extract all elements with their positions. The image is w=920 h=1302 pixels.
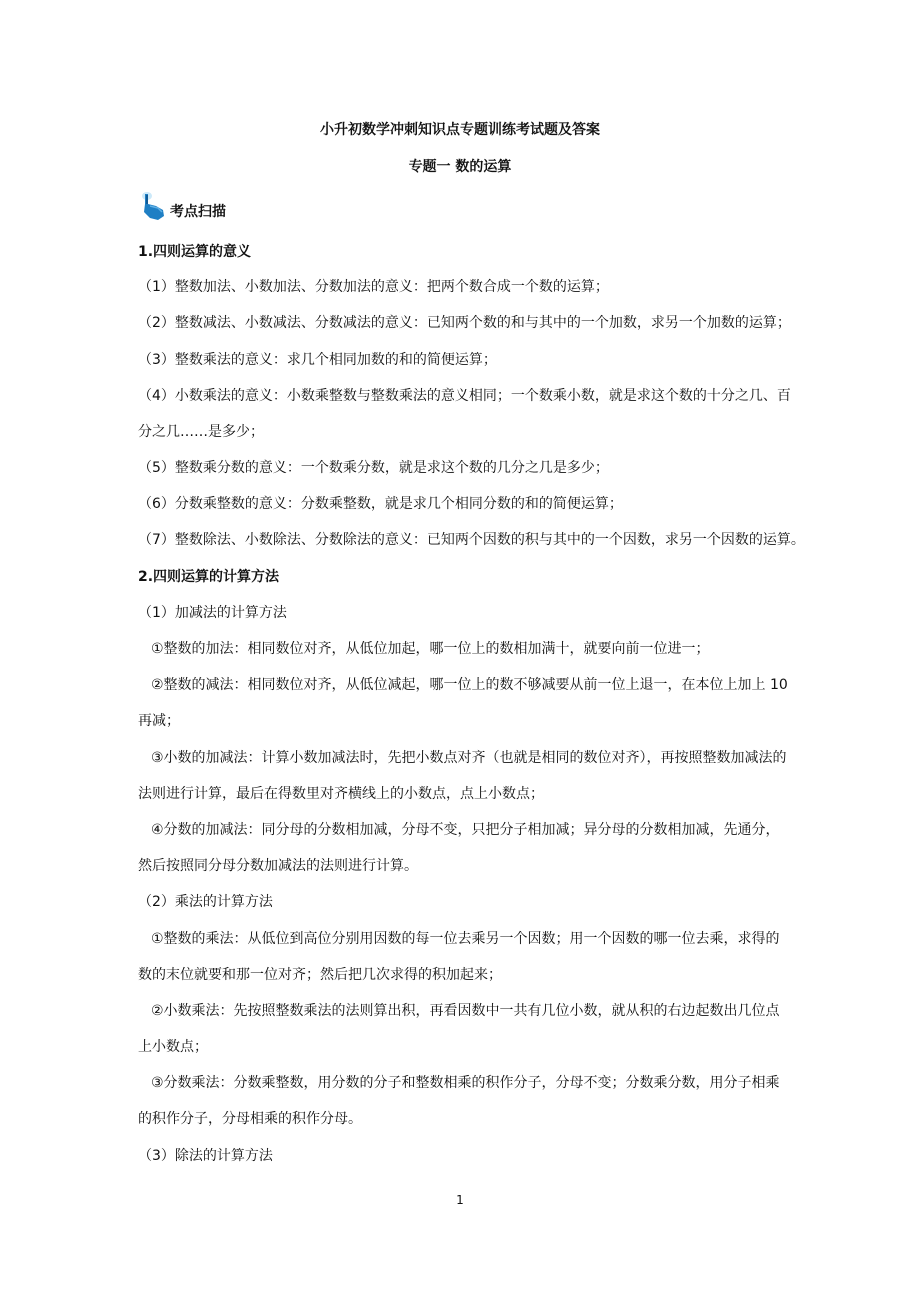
document-title: 小升初数学冲刺知识点专题训练考试题及答案 bbox=[320, 122, 600, 138]
text-line: ④分数的加减法：同分母的分数相加减，分母不变，只把分子相加减；异分母的分数相加减，先通分， bbox=[151, 822, 780, 838]
text-line: 数的末位就要和那一位对齐；然后把几次求得的积加起来； bbox=[138, 967, 502, 983]
text-line: 上小数点； bbox=[138, 1039, 208, 1055]
text-line: ①整数的乘法：从低位到高位分别用因数的每一位去乘另一个因数；用一个因数的哪一位去乘，求得的 bbox=[151, 931, 780, 947]
text-line: ③分数乘法：分数乘整数，用分数的分子和整数相乘的积作分子，分母不变；分数乘分数，用分子相乘 bbox=[151, 1075, 780, 1091]
section-scan-heading bbox=[138, 190, 438, 224]
text-line: ②整数的减法：相同数位对齐，从低位减起，哪一位上的数不够减要从前一位上退一，在本位上加上 10 bbox=[151, 677, 788, 693]
text-line: （7）整数除法、小数除法、分数除法的意义：已知两个因数的积与其中的一个因数，求另一个因数的运算。 bbox=[138, 532, 805, 548]
text-line: 的积作分子，分母相乘的积作分母。 bbox=[138, 1111, 362, 1127]
text-line: ②小数乘法：先按照整数乘法的法则算出积，再看因数中一共有几位小数，就从积的右边起数出几位点 bbox=[151, 1003, 780, 1019]
text-line: ①整数的加法：相同数位对齐，从低位加起，哪一位上的数相加满十，就要向前一位进一； bbox=[151, 641, 710, 657]
text-line: 法则进行计算，最后在得数里对齐横线上的小数点，点上小数点； bbox=[138, 786, 544, 802]
text-line: （3）整数乘法的意义：求几个相同加数的和的简便运算； bbox=[138, 352, 497, 368]
text-line: 分之几……是多少； bbox=[138, 424, 264, 440]
text-line: （6）分数乘整数的意义：分数乘整数，就是求几个相同分数的和的简便运算； bbox=[138, 496, 623, 512]
text-line: 然后按照同分母分数加减法的法则进行计算。 bbox=[138, 858, 418, 874]
heading-meaning: 1.四则运算的意义 bbox=[138, 244, 252, 260]
text-line: 再减； bbox=[138, 713, 180, 729]
text-line: （4）小数乘法的意义：小数乘整数与整数乘法的意义相同；一个数乘小数，就是求这个数的十分之几、百 bbox=[138, 388, 791, 404]
text-line: （1）整数加法、小数加法、分数加法的意义：把两个数合成一个数的运算； bbox=[138, 279, 609, 295]
subheading: （2）乘法的计算方法 bbox=[138, 894, 273, 910]
text-line: （2）整数减法、小数减法、分数减法的意义：已知两个数的和与其中的一个加数，求另一个加数的运算； bbox=[138, 315, 791, 331]
subheading: （1）加减法的计算方法 bbox=[138, 605, 287, 621]
page-number: 1 bbox=[456, 1193, 464, 1207]
subheading: （3）除法的计算方法 bbox=[138, 1148, 273, 1164]
chapter-title: 专题一 数的运算 bbox=[408, 159, 512, 175]
pointing-hand-icon bbox=[138, 190, 168, 222]
text-line: ③小数的加减法：计算小数加减法时，先把小数点对齐（也就是相同的数位对齐），再按照整数加减法的 bbox=[151, 750, 787, 766]
heading-methods: 2.四则运算的计算方法 bbox=[138, 569, 280, 585]
section-scan-label: 考点扫描 bbox=[170, 204, 226, 220]
text-line: （5）整数乘分数的意义：一个数乘分数，就是求这个数的几分之几是多少； bbox=[138, 460, 609, 476]
